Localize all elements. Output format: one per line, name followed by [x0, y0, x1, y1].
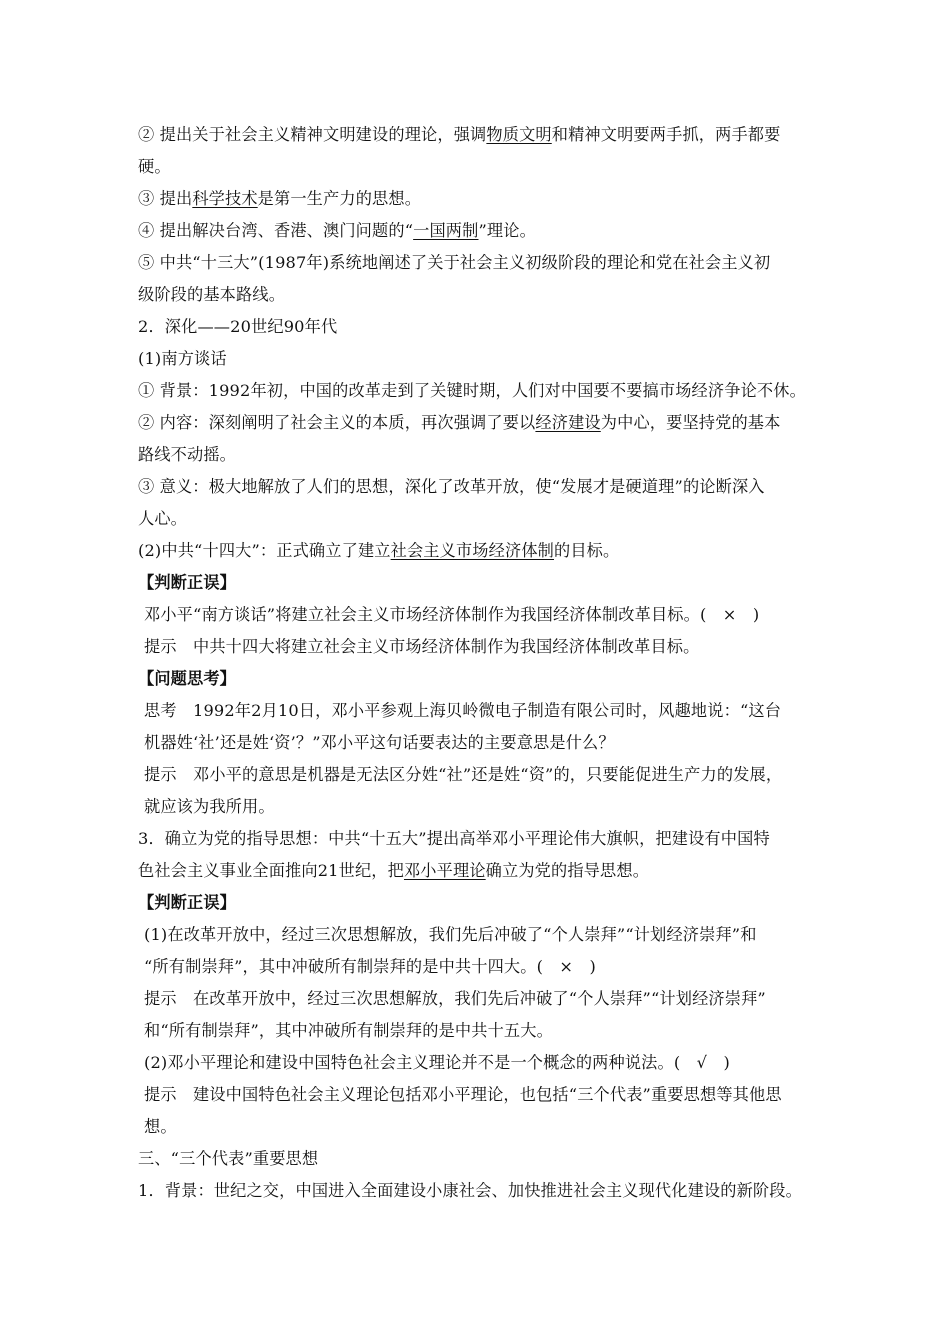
hint-line: 想。: [144, 1117, 177, 1136]
hint-line: 提示 邓小平的意思是机器是无法区分姓“社”还是姓“资”的，只要能促进生产力的发展，: [144, 765, 783, 784]
hint-line: 和“所有制崇拜”，其中冲破所有制崇拜的是中共十五大。: [144, 1021, 553, 1040]
text-line: 人心。: [138, 509, 188, 528]
underlined-term: 经济建设: [535, 413, 601, 432]
underlined-term: 社会主义市场经济体制: [390, 541, 554, 560]
section-heading: 三、“三个代表”重要思想: [138, 1149, 319, 1168]
judge-statement: (1)在改革开放中，经过三次思想解放，我们先后冲破了“个人崇拜”“计划经济崇拜”和: [144, 925, 757, 944]
question-line: 机器姓‘社’还是姓‘资’？”邓小平这句话要表达的主要意思是什么？: [144, 733, 615, 752]
underlined-term: 一国两制: [413, 221, 479, 240]
subsection-heading: (1)南方谈话: [138, 349, 227, 368]
hint-line: 提示 在改革开放中，经过三次思想解放，我们先后冲破了“个人崇拜”“计划经济崇拜”: [144, 989, 766, 1008]
judge-heading: 【判断正误】: [138, 573, 237, 592]
underlined-term: 物质文明: [486, 125, 552, 144]
judge-statement: (2)邓小平理论和建设中国特色社会主义理论并不是一个概念的两种说法。( √ ): [144, 1053, 730, 1072]
section-heading: 2．深化——20世纪90年代: [138, 317, 338, 336]
text-line: ③ 提出科学技术是第一生产力的思想。: [138, 189, 422, 208]
text-line: ① 背景：1992年初，中国的改革走到了关键时期，人们对中国要不要搞市场经济争论不休。: [138, 381, 806, 400]
question-line: 思考 1992年2月10日，邓小平参观上海贝岭微电子制造有限公司时，风趣地说：“这台: [144, 701, 782, 720]
text-line: 1．背景：世纪之交，中国进入全面建设小康社会、加快推进社会主义现代化建设的新阶段。: [138, 1181, 802, 1200]
text-line: 硬。: [138, 157, 171, 176]
hint-line: 提示 建设中国特色社会主义理论包括邓小平理论，也包括“三个代表”重要思想等其他思: [144, 1085, 782, 1104]
text-line: 级阶段的基本路线。: [138, 285, 286, 304]
judge-heading: 【判断正误】: [138, 893, 237, 912]
hint-line: 提示 中共十四大将建立社会主义市场经济体制作为我国经济体制改革目标。: [144, 637, 700, 656]
hint-line: 就应该为我所用。: [144, 797, 275, 816]
text-line: ② 提出关于社会主义精神文明建设的理论，强调物质文明和精神文明要两手抓，两手都要: [138, 125, 781, 144]
text-line: 路线不动摇。: [138, 445, 237, 464]
text-line: ⑤ 中共“十三大”(1987年)系统地阐述了关于社会主义初级阶段的理论和党在社会主义初: [138, 253, 771, 272]
text-line: (2)中共“十四大”：正式确立了建立社会主义市场经济体制的目标。: [138, 541, 620, 560]
text-line: ④ 提出解决台湾、香港、澳门问题的“一国两制”理论。: [138, 221, 536, 240]
underlined-term: 科学技术: [192, 189, 258, 208]
underlined-term: 邓小平理论: [403, 861, 486, 880]
judge-statement: 邓小平“南方谈话”将建立社会主义市场经济体制作为我国经济体制改革目标。( × ): [144, 605, 760, 624]
judge-statement: “所有制崇拜”，其中冲破所有制崇拜的是中共十四大。( × ): [144, 957, 596, 976]
text-line: ② 内容：深刻阐明了社会主义的本质，再次强调了要以经济建设为中心，要坚持党的基本: [138, 413, 781, 432]
section-heading: 3．确立为党的指导思想：中共“十五大”提出高举邓小平理论伟大旗帜，把建设有中国特: [138, 829, 770, 848]
text-line: ③ 意义：极大地解放了人们的思想，深化了改革开放，使“发展才是硬道理”的论断深入: [138, 477, 765, 496]
question-heading: 【问题思考】: [138, 669, 237, 688]
text-line: 色社会主义事业全面推向21世纪，把邓小平理论确立为党的指导思想。: [138, 861, 650, 880]
